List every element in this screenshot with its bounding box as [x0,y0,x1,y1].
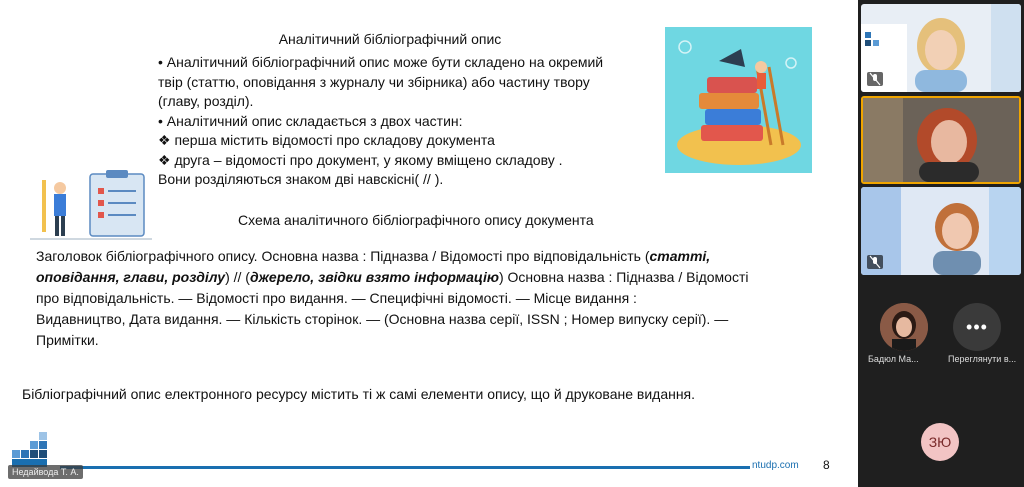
scheme-emphasis: статті, [649,248,711,264]
scheme-line [36,267,806,288]
scheme-emphasis: оповідання, глави, розділу [36,269,226,285]
participant-video-tile-speaking[interactable] [861,96,1021,184]
university-logo-icon [12,432,48,468]
participant-name: Бадюл Ма... [868,354,919,364]
scheme-line: про відповідальність. — Відомості про видання. — Специфічні відомості. — Місце видання : [36,290,637,306]
scheme-line: Видавництво, Дата видання. — Кількість сторінок. — (Основна назва серії, ISSN ; Номер випуску серії). — [36,311,729,327]
electronic-note: Бібліографічний опис електронного ресурсу містить ті ж самі елементи опису, що й друковане видання. [22,386,696,402]
bullet-line: • Аналітичний бібліографічний опис може бути складено на окремий [158,54,604,70]
mic-muted-icon [867,255,883,269]
bullet-line: твір (статтю, оповідання з журналу чи збірника) або частину твору [158,73,590,90]
page-number: 8 [823,458,830,472]
slide-title: Аналітичний бібліографічний опис [278,31,502,47]
scheme-emphasis: джерело, звідки взято інформацію [249,269,499,285]
participant-video-tile[interactable] [861,187,1021,275]
books-illustration [665,27,812,173]
clipboard-illustration [30,168,152,243]
more-participants-button[interactable] [953,303,1001,351]
slide-bullets [158,53,658,190]
scheme-body [36,246,806,351]
mic-muted-icon [867,72,883,86]
presenter-name-tag: Недайвода Т. А. [8,465,83,479]
bullet-line: (главу, розділ). [158,93,254,109]
bullet-line: ❖ перша містить відомості про складову документа [158,132,495,148]
bullet-line: ❖ друга – відомості про документ, у якому вміщено складову . [158,151,563,168]
participant-avatar[interactable] [880,303,928,351]
scheme-text: Заголовок бібліографічного опису. Основна назва : Підназва / Відомості про відповідальність ( [36,248,650,264]
scheme-title: Схема аналітичного бібліографічного опису документа [238,212,594,228]
participant-video-tile[interactable] [861,4,1021,92]
self-initials-avatar[interactable]: ЗЮ [921,423,959,461]
scheme-text: ) Основна назва : Підназва / Відомості [498,269,749,285]
more-participants-label[interactable]: Переглянути в... [948,354,1017,364]
scheme-text: ) // ( [225,269,250,285]
bullet-line: • Аналітичний опис складається з двох частин: [158,112,463,129]
bullet-line: Вони розділяються знаком дві навскісні( // ). [158,171,444,187]
more-dots-icon: ••• [966,317,988,337]
footer-url: ntudp.com [752,460,799,471]
scheme-line: Примітки. [36,332,99,348]
scheme-line [36,246,806,267]
participants-panel [858,0,1024,487]
footer-line [60,466,750,469]
